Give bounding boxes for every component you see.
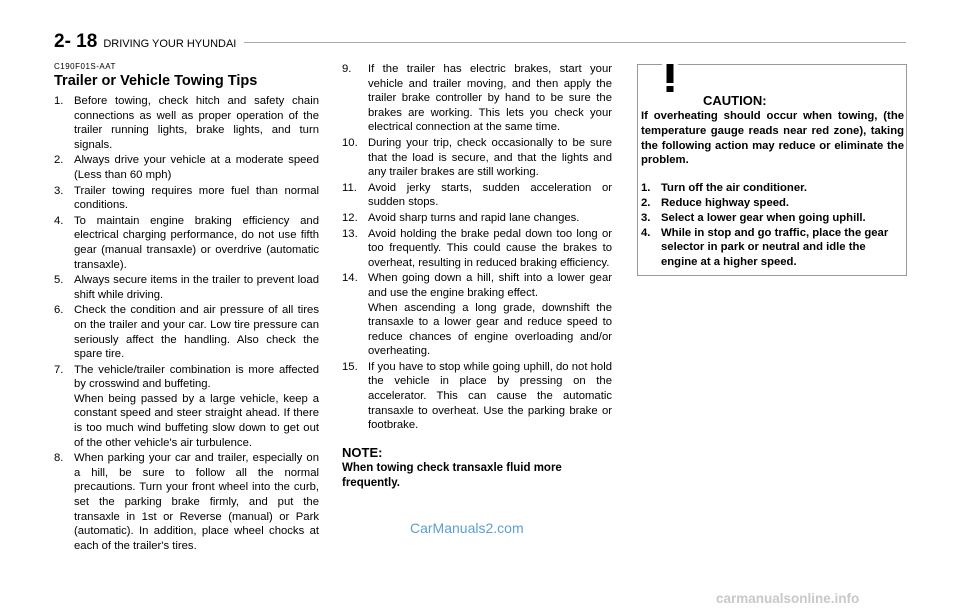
list-item: 10. During your trip, check occasionally to be sure that the load is secure, and that the lights and any trailer brakes are still working.	[342, 136, 612, 179]
warning-triangle-icon	[641, 50, 699, 96]
list-item: 1. Before towing, check hitch and safety chain connections as well as proper operation of the trailer running lights, brake lights, and turn signals.	[54, 95, 319, 151]
note-heading: NOTE:	[342, 444, 383, 460]
list-item: 9. If the trailer has electric brakes, start your vehicle and trailer moving, and then apply the trailer brake controller by hand to be sure the brakes are working. This lets you check your electrical connection at the same time.	[342, 63, 612, 134]
list-item: 7. The vehicle/trailer combination is more affected by crosswind and buffeting. When being passed by a large vehicle, keep a constant speed and steer straight ahead. If there is too much wind buffeting slow down to get out of the other vehicle's air turbulence.	[54, 363, 319, 449]
list-item: 4. To maintain engine braking efficiency and electrical charging performance, do not use fifth gear (manual transaxle) or overdrive (automatic transaxle).	[54, 214, 319, 271]
section-code: C190F01S-AAT	[54, 62, 116, 71]
list-item: 11. Avoid jerky starts, sudden acceleration or sudden stops.	[342, 181, 612, 209]
caution-heading: CAUTION:	[703, 93, 767, 108]
page-number: 2- 18	[54, 31, 98, 52]
middle-column	[342, 62, 612, 491]
list-item: 15. If you have to stop while going uphill, do not hold the vehicle in place by pressing on the accelerator. This can cause the automatic transaxle to overheat. Use the parking brake or footbrake.	[342, 360, 612, 432]
list-item: 5. Always secure items in the trailer to prevent load shift while driving.	[54, 274, 319, 301]
section-heading: Trailer or Vehicle Towing Tips	[54, 73, 258, 89]
list-item: 12. Avoid sharp turns and rapid lane changes.	[342, 211, 580, 224]
caution-body	[641, 109, 904, 270]
caution-item: 4. While in stop and go traffic, place the gear selector in park or neutral and idle the engine at a higher speed.	[641, 226, 889, 269]
note-text: When towing check transaxle fluid more frequently.	[342, 461, 562, 489]
list-item: 14. When going down a hill, shift into a lower gear and use the engine braking effect. When ascending a long grade, downshift the transaxle to a lower gear and reduce speed to reduce chances of engine overloading and/or overheating.	[342, 272, 612, 358]
caution-item: 1. Turn off the air conditioner.	[641, 182, 808, 195]
list-item: 6. Check the condition and air pressure of all tires on the trailer and your car. Low tire pressure can seriously affect the handling. Also check the spare tire.	[54, 304, 319, 361]
list-item: 13. Avoid holding the brake pedal down too long or too frequently. This could cause the brakes to overheat, resulting in reduced braking efficiency.	[342, 227, 612, 269]
list-item: 3. Trailer towing requires more fuel than normal conditions.	[54, 184, 319, 212]
list-item: 8. When parking your car and trailer, especially on a hill, be sure to follow all the normal precautions. Turn your front wheel into the curb, set the parking brake firmly, and put the transaxle in 1st or Reverse (manual) or Park (automatic). In addition, place wheel chocks at each of the trailer's tires.	[54, 452, 319, 552]
list-item: 2. Always drive your vehicle at a moderate speed (Less than 60 mph)	[54, 154, 319, 181]
caution-intro: If overheating should occur when towing, (the temperature gauge reads near red zone), taking the following action may reduce or eliminate the problem.	[641, 110, 904, 167]
left-column	[54, 62, 319, 554]
watermark-corner: carmanualsonline.info	[716, 591, 860, 606]
caution-item: 2. Reduce highway speed.	[641, 196, 790, 209]
page-header	[54, 31, 236, 53]
caution-item: 3. Select a lower gear when going uphill.	[641, 211, 866, 224]
header-rule	[244, 42, 906, 43]
section-title: DRIVING YOUR HYUNDAI	[103, 38, 237, 50]
watermark-link[interactable]: CarManuals2.com	[410, 520, 524, 536]
